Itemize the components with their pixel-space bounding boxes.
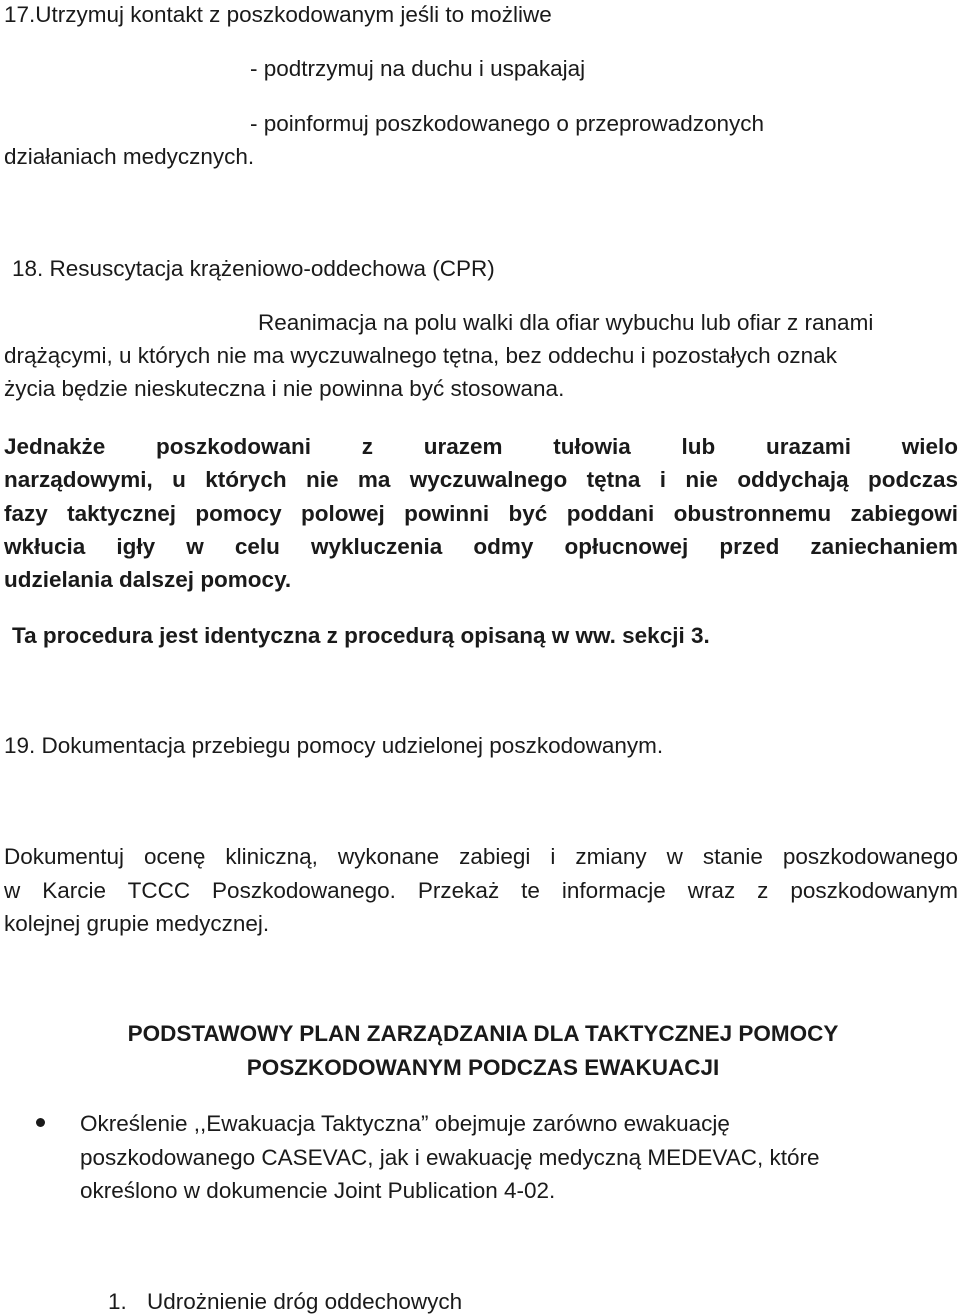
section-18-paragraph-1-line-3: życia będzie nieskuteczna i nie powinna być stosowana. — [4, 376, 565, 401]
plan-title-line-2: POSZKODOWANYM PODCZAS EWAKUACJI — [246, 1055, 720, 1080]
section-19-paragraph-line-2: w Karcie TCCC Poszkodowanego. Przekaż te informacje wraz z poszkodowanym — [4, 878, 958, 903]
plan-list-item: Udrożnienie dróg oddechowych — [147, 1289, 463, 1314]
section-19-paragraph-line-3: kolejnej grupie medycznej. — [4, 911, 270, 936]
section-18-note: Ta procedura jest identyczna z procedurą opisaną w ww. sekcji 3. — [12, 623, 710, 648]
section-18-paragraph-2-line-3: fazy taktycznej pomocy polowej powinni być poddani obustronnemu zabiegowi — [4, 501, 958, 526]
plan-bullet-line-3: określono w dokumencie Joint Publication 4-02. — [80, 1178, 556, 1203]
section-18-heading: 18. Resuscytacja krążeniowo-oddechowa (CPR) — [12, 256, 495, 281]
plan-bullet-line-2: poszkodowanego CASEVAC, jak i ewakuację medyczną MEDEVAC, które — [80, 1145, 820, 1170]
section-19-paragraph-line-1: Dokumentuj ocenę kliniczną, wykonane zabiegi i zmiany w stanie poszkodowanego — [4, 844, 958, 869]
section-18-paragraph-1-line-1: Reanimacja na polu walki dla ofiar wybuchu lub ofiar z ranami — [258, 310, 874, 335]
section-18-paragraph-2-line-5: udzielania dalszej pomocy. — [4, 567, 292, 592]
section-17-item-2-continued: działaniach medycznych. — [4, 144, 255, 169]
section-17-heading: 17.Utrzymuj kontakt z poszkodowanym jeśli to możliwe — [4, 2, 552, 27]
section-17-item-2: - poinformuj poszkodowanego o przeprowadzonych — [250, 111, 765, 136]
section-18-paragraph-2-line-4: wkłucia igły w celu wykluczenia odmy opłucnowej przed zaniechaniem — [4, 534, 958, 559]
section-18-paragraph-2-line-1: Jednakże poszkodowani z urazem tułowia lub urazami wielo — [4, 434, 958, 459]
section-18-paragraph-1-line-2: drążącymi, u których nie ma wyczuwalnego tętna, bez oddechu i pozostałych oznak — [4, 343, 837, 368]
plan-bullet-line-1: Określenie ,,Ewakuacja Taktyczna” obejmuje zarówno ewakuację — [80, 1111, 730, 1136]
bullet-icon — [36, 1118, 45, 1127]
section-19-heading: 19. Dokumentacja przebiegu pomocy udzielonej poszkodowanym. — [4, 733, 664, 758]
plan-title-line-1: PODSTAWOWY PLAN ZARZĄDZANIA DLA TAKTYCZNEJ POMOCY — [127, 1021, 839, 1046]
section-17-item-1: - podtrzymuj na duchu i uspakajaj — [250, 56, 586, 81]
plan-list-number: 1. — [108, 1289, 127, 1314]
section-18-paragraph-2-line-2: narządowymi, u których nie ma wyczuwalnego tętna i nie oddychają podczas — [4, 467, 958, 492]
